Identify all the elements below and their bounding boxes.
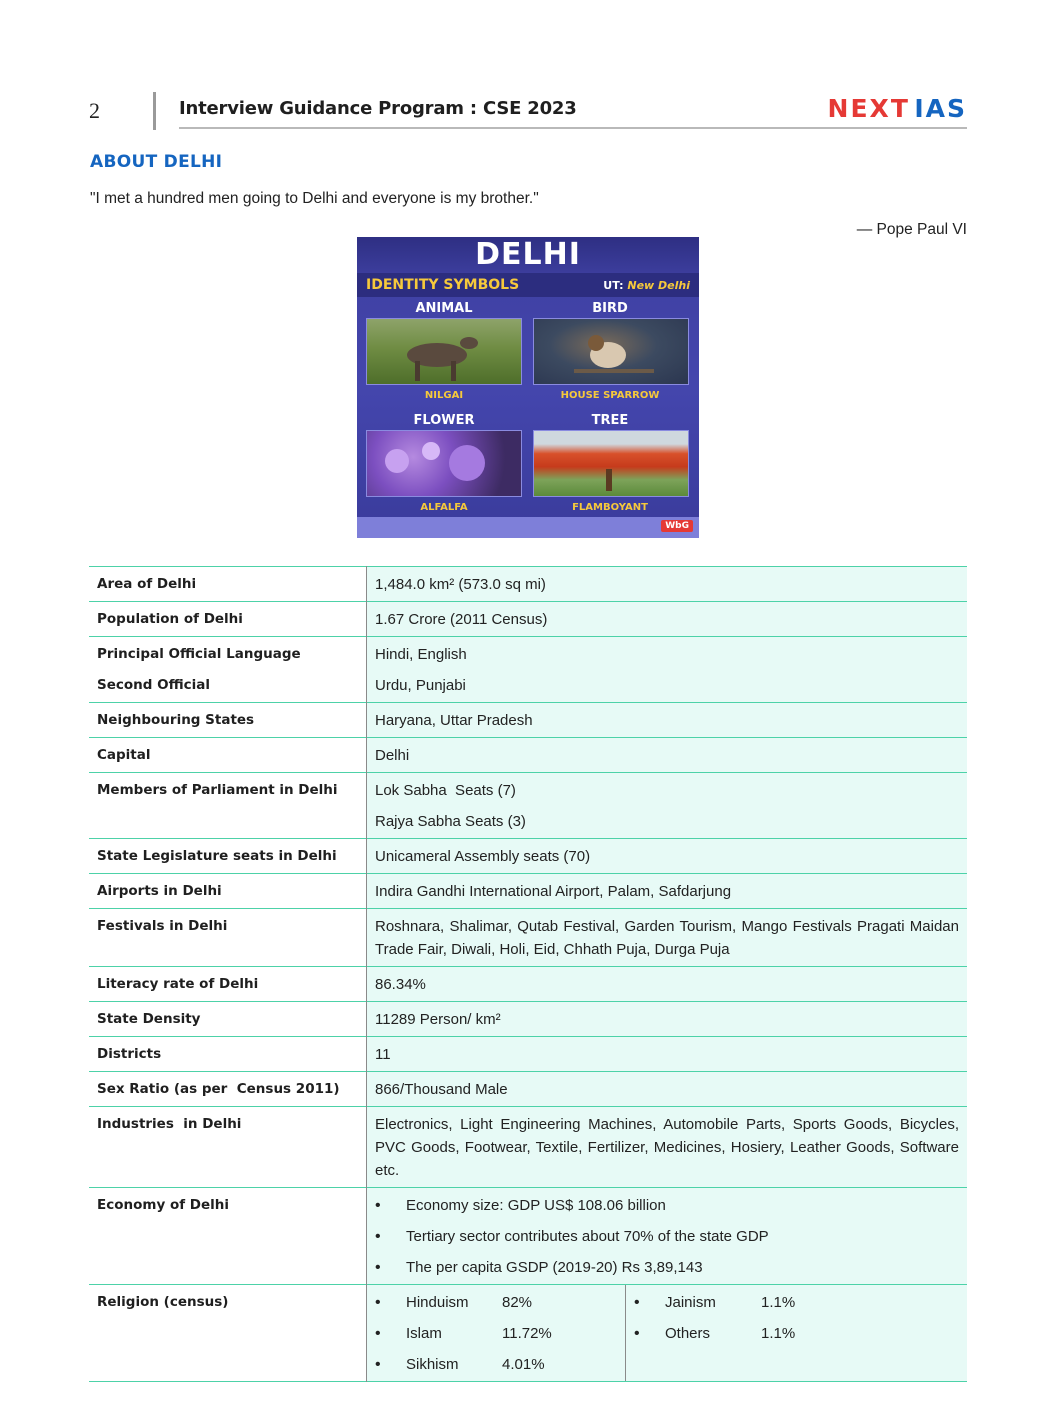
logo-ias-text: IAS (914, 94, 967, 123)
row-label: Population of Delhi (89, 602, 367, 637)
religion-percent: 1.1% (761, 1325, 796, 1342)
table-row (89, 637, 967, 703)
religion-percent: 4.01% (502, 1356, 545, 1373)
quote-text: "I met a hundred men going to Delhi and everyone is my brother." (90, 190, 539, 207)
table-row (89, 1188, 967, 1285)
row-value (367, 1285, 968, 1382)
symbol-category: FLOWER (413, 413, 475, 428)
header-divider (153, 92, 156, 130)
row-value: Roshnara, Shalimar, Qutab Festival, Garden Tourism, Mango Festivals Pragati Maidan Trade Fair, Diwali, Holi, Eid, Chhath Puja, Durga Puja (367, 909, 968, 967)
table-row (89, 839, 967, 874)
row-value: Delhi (367, 738, 968, 773)
row-label: Festivals in Delhi (89, 909, 367, 967)
table-row (89, 602, 967, 637)
row-value: 1,484.0 km² (573.0 sq mi) (367, 567, 968, 602)
table-row (89, 909, 967, 967)
religion-name: Hinduism (406, 1294, 469, 1311)
nilgai-photo (366, 318, 522, 385)
religion-percent: 1.1% (761, 1294, 796, 1311)
row-label: Members of Parliament in Delhi (89, 773, 367, 839)
row-value: Unicameral Assembly seats (70) (367, 839, 968, 874)
symbol-category: ANIMAL (415, 301, 473, 316)
religion-item (634, 1291, 959, 1314)
logo-next-text: NEXT (827, 94, 910, 123)
value-line: Urdu, Punjabi (375, 677, 466, 694)
symbol-category: TREE (591, 413, 629, 428)
row-label: Area of Delhi (89, 567, 367, 602)
religion-name: Islam (406, 1325, 442, 1342)
religion-item (375, 1353, 617, 1376)
poster-title: DELHI (475, 237, 581, 272)
symbol-category: BIRD (592, 301, 628, 316)
value-line: Rajya Sabha Seats (3) (375, 813, 526, 830)
religion-column (626, 1285, 967, 1381)
religion-name: Others (665, 1325, 711, 1342)
quote-author: — Pope Paul VI (856, 221, 967, 238)
next-ias-logo (827, 94, 967, 123)
poster-ut-label: UT: (603, 279, 624, 292)
table-row (89, 1002, 967, 1037)
value-line: Hindi, English (375, 646, 467, 663)
row-value: 11289 Person/ km² (367, 1002, 968, 1037)
header-underline (179, 127, 967, 129)
religion-name: Sikhism (406, 1356, 459, 1373)
flower-icon (367, 431, 521, 496)
religion-columns (367, 1285, 967, 1381)
row-label: Districts (89, 1037, 367, 1072)
table-row (89, 567, 967, 602)
economy-item: • Economy size: GDP US$ 108.06 billion (375, 1194, 959, 1217)
row-value: 866/Thousand Male (367, 1072, 968, 1107)
table-row (89, 1107, 967, 1188)
religion-item (375, 1291, 617, 1314)
row-label (89, 637, 367, 703)
row-label: Capital (89, 738, 367, 773)
poster-ut (603, 279, 690, 292)
religion-item (634, 1322, 959, 1345)
row-value: 1.67 Crore (2011 Census) (367, 602, 968, 637)
symbol-name: ALFALFA (420, 502, 468, 513)
poster-badge: WbG (661, 520, 693, 532)
page-header (89, 92, 967, 130)
religion-item (375, 1322, 617, 1345)
table-row (89, 703, 967, 738)
religion-name: Jainism (665, 1294, 716, 1311)
sparrow-photo (533, 318, 689, 385)
value-line: Lok Sabha Seats (7) (375, 782, 516, 799)
sparrow-icon (534, 319, 688, 384)
label-line: Second Official (97, 677, 211, 693)
row-value: Electronics, Light Engineering Machines, Automobile Parts, Sports Goods, Bicycles, PVC Goods, Footwear, Textile, Fertilizer, Medicines, Hosiery, Leather Goods, Software etc. (367, 1107, 968, 1188)
economy-item: • The per capita GSDP (2019-20) Rs 3,89,143 (375, 1256, 959, 1279)
table-row (89, 738, 967, 773)
row-value: Indira Gandhi International Airport, Palam, Safdarjung (367, 874, 968, 909)
table-row (89, 1037, 967, 1072)
row-value (367, 1188, 968, 1285)
table-row (89, 874, 967, 909)
economy-item: • Tertiary sector contributes about 70% of the state GDP (375, 1225, 959, 1248)
poster-ut-value: New Delhi (627, 279, 690, 292)
delhi-identity-symbols-image (357, 237, 699, 538)
delhi-facts-table (89, 566, 967, 1382)
row-label: State Legislature seats in Delhi (89, 839, 367, 874)
row-label: Literacy rate of Delhi (89, 967, 367, 1002)
label-line: Principal Official Language (97, 646, 301, 662)
symbol-name: NILGAI (424, 390, 464, 401)
table-row (89, 1285, 967, 1382)
page-number: 2 (89, 98, 100, 123)
row-label: Airports in Delhi (89, 874, 367, 909)
row-value (367, 773, 968, 839)
document-title: Interview Guidance Program : CSE 2023 (179, 98, 577, 119)
tree-icon (534, 431, 688, 496)
religion-column (367, 1285, 626, 1381)
flamboyant-photo (533, 430, 689, 497)
table-row (89, 1072, 967, 1107)
row-value: Haryana, Uttar Pradesh (367, 703, 968, 738)
row-label: Economy of Delhi (89, 1188, 367, 1285)
table-row (89, 773, 967, 839)
section-title: ABOUT DELHI (90, 152, 223, 172)
symbol-name: HOUSE SPARROW (560, 390, 660, 401)
symbol-name: FLAMBOYANT (572, 502, 648, 513)
poster-subtitle: IDENTITY SYMBOLS (366, 277, 520, 293)
alfalfa-photo (366, 430, 522, 497)
row-value (367, 637, 968, 703)
row-value: 11 (367, 1037, 968, 1072)
table-row (89, 967, 967, 1002)
row-label: Sex Ratio (as per Census 2011) (89, 1072, 367, 1107)
nilgai-icon (367, 319, 521, 384)
religion-percent: 82% (502, 1294, 533, 1311)
row-value: 86.34% (367, 967, 968, 1002)
row-label: Religion (census) (89, 1285, 367, 1382)
row-label: Neighbouring States (89, 703, 367, 738)
poster-footer (357, 517, 699, 538)
row-label: State Density (89, 1002, 367, 1037)
religion-percent: 11.72% (502, 1325, 552, 1342)
row-label: Industries in Delhi (89, 1107, 367, 1188)
